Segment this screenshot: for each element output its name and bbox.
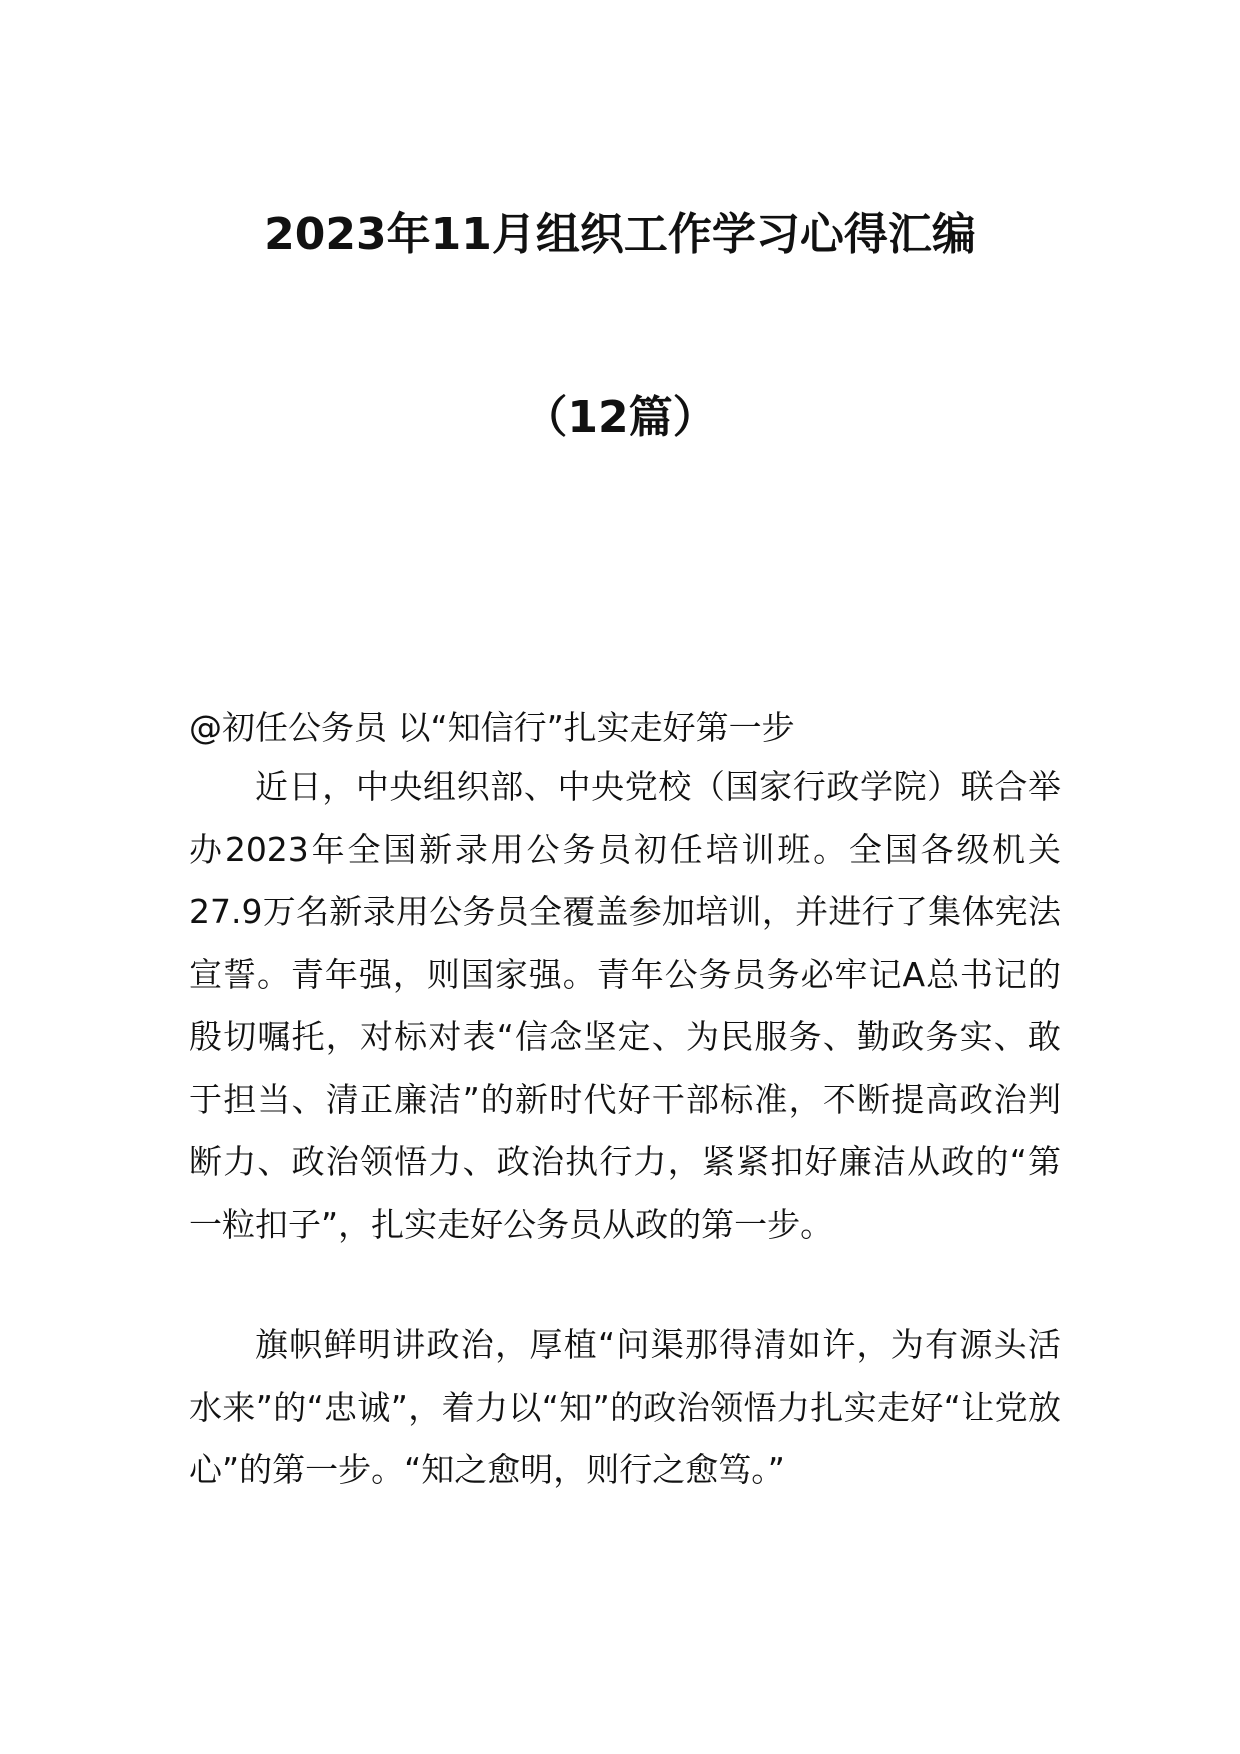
document-count: （12篇） <box>523 392 717 443</box>
paragraph-spacer <box>189 1256 1061 1314</box>
paragraph-2: 旗帜鲜明讲政治，厚植“问渠那得清如许，为有源头活水来”的“忠诚”，着力以“知”的政治领悟力扎实走好“让党放心”的第一步。“知之愈明，则行之愈笃。” <box>189 1325 1061 1489</box>
paragraph-1: 近日，中央组织部、中央党校（国家行政学院）联合举办2023年全国新录用公务员初任培训班。全国各级机关27.9万名新录用公务员全覆盖参加培训，并进行了集体宪法宣誓。青年强，则国家强。青年公务员务必牢记A总书记的殷切嘱托，对标对表“信念坚定、为民服务、勤政务实、敢于担当、清正廉洁”的新时代好干部标准，不断提高政治判断力、政治领悟力、政治执行力，紧紧扣好廉洁从政的“第一粒扣子”，扎实走好公务员从政的第一步。 <box>189 767 1061 1244</box>
document-title: 2023年11月组织工作学习心得汇编 <box>264 209 976 260</box>
article-heading: @初任公务员 以“知信行”扎实走好第一步 <box>189 708 795 747</box>
document-body <box>189 700 1061 1502</box>
